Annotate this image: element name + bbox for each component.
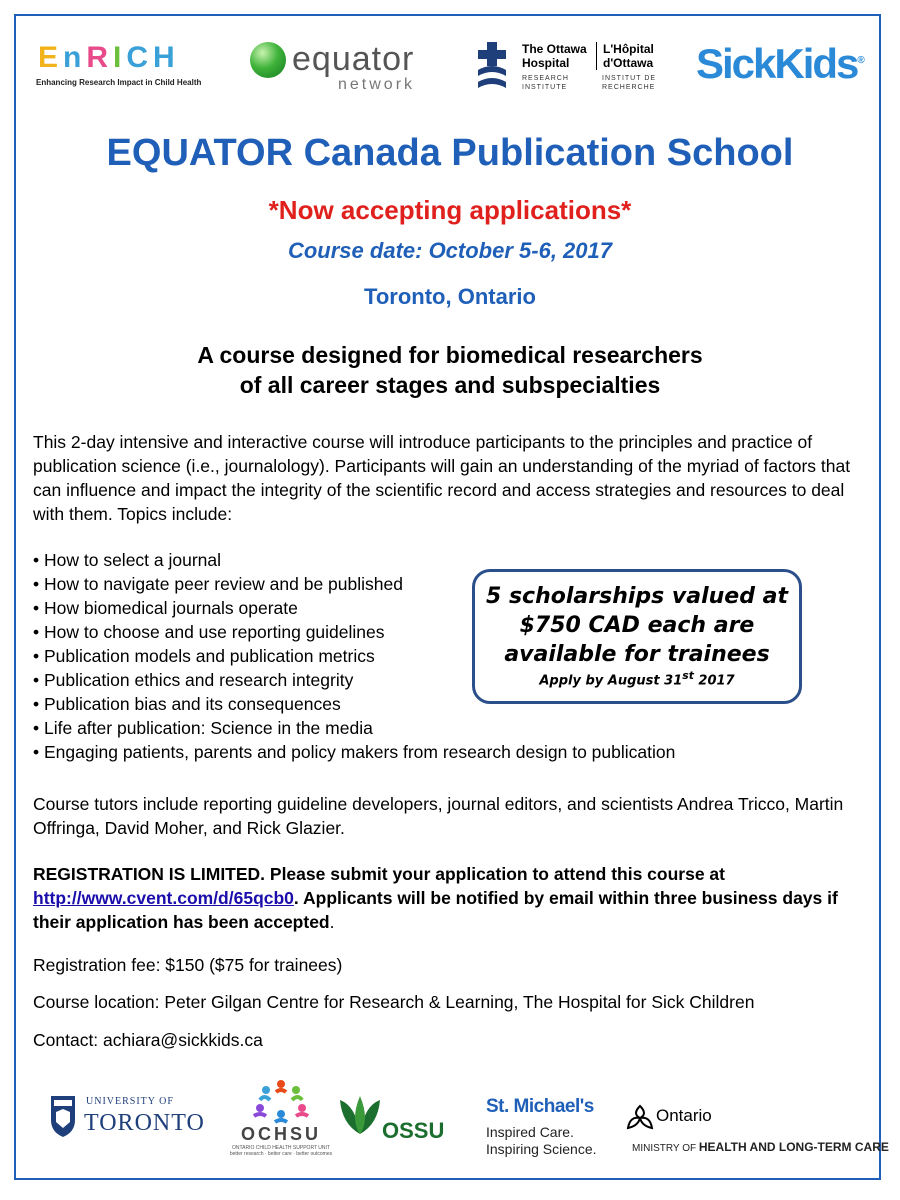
enrich-tagline: Enhancing Research Impact in Child Health: [36, 78, 202, 87]
ontario-trillium-icon: [626, 1104, 654, 1132]
equator-network-logo: [250, 40, 435, 95]
course-location: Course location: Peter Gilgan Centre for Research & Learning, The Hospital for Sick Children: [33, 992, 755, 1012]
registration-paragraph: REGISTRATION IS LIMITED. Please submit your application to attend this course at http://www.cvent.com/d/65qcb0. Applicants will be notified by email within three business days if their application has been accepted.: [33, 864, 838, 932]
ottawa-name-french: L'Hôpital d'Ottawa: [596, 42, 654, 70]
equator-network-label: network: [338, 76, 416, 93]
ochsu-figures-icon: [246, 1078, 316, 1124]
ottawa-name-english: The Ottawa Hospital: [522, 42, 587, 70]
course-subtitle: A course designed for biomedical researchers of all career stages and subspecialties: [197, 342, 703, 398]
enrich-wordmark: E n R I C H: [38, 41, 176, 74]
scholarship-deadline: Apply by August 31st 2017: [539, 669, 735, 689]
list-item: • How biomedical journals operate: [33, 596, 868, 620]
ottawa-institut-recherche: INSTITUT DE RECHERCHE: [602, 75, 657, 91]
course-city: Toronto, Ontario: [364, 284, 536, 309]
uoft-crest-icon: [50, 1092, 76, 1138]
equator-globe-icon: [250, 42, 286, 78]
course-date: Course date: October 5-6, 2017: [287, 238, 612, 263]
sickkids-logo: SickKids®: [696, 40, 863, 87]
contact-email: Contact: achiara@sickkids.ca: [33, 1030, 263, 1050]
page-title: EQUATOR Canada Publication School: [106, 132, 794, 174]
enrich-logo: [36, 42, 206, 94]
tutors-paragraph: Course tutors include reporting guideline developers, journal editors, and scientists Andrea Tricco, Martin Offringa, David Moher, and Rick Glazier.: [33, 794, 844, 838]
list-item: • Publication bias and its consequences: [33, 692, 868, 716]
list-item: • How to select a journal: [33, 548, 868, 572]
ontario-ministry-logo: Ontario MINISTRY OF HEALTH AND LONG-TERM CARE: [626, 1104, 871, 1159]
ottawa-hospital-logo: [474, 40, 664, 98]
trillium-icon: [338, 1094, 382, 1140]
list-item: • How to choose and use reporting guidelines: [33, 620, 868, 644]
accepting-applications-banner: *Now accepting applications*: [268, 195, 632, 225]
ossu-logo: OSSU: [338, 1094, 458, 1149]
list-item: • How to navigate peer review and be published: [33, 572, 868, 596]
ochsu-logo: OCHSU ONTARIO CHILD HEALTH SUPPORT UNIT better research · better care · better outcomes: [226, 1078, 336, 1170]
ottawa-hospital-icon: [474, 42, 510, 92]
intro-paragraph: This 2-day intensive and interactive course will introduce participants to the principles and practice of publication science (i.e., journalology). Participants will gain an understanding of the myriad of factors that can influence and impact the integrity of the scientific record and access strategies and resources to deal with them. Topics include:: [33, 432, 851, 524]
ottawa-research-institute: RESEARCH INSTITUTE: [522, 75, 569, 91]
registration-fee: Registration fee: $150 ($75 for trainees): [33, 955, 343, 975]
registration-link[interactable]: http://www.cvent.com/d/65qcb0: [33, 888, 294, 908]
equator-wordmark: equator: [292, 40, 415, 78]
scholarship-callout: [472, 569, 802, 704]
university-of-toronto-logo: UNIVERSITY OF TORONTO: [50, 1092, 200, 1142]
list-item: • Publication models and publication metrics: [33, 644, 868, 668]
list-item: • Publication ethics and research integrity: [33, 668, 868, 692]
list-item: • Life after publication: Science in the media: [33, 716, 868, 740]
st-michaels-logo: St. Michael's Inspired Care. Inspiring Science.: [486, 1096, 597, 1157]
scholarship-text: 5 scholarships valued at $750 CAD each are available for trainees: [486, 584, 788, 667]
list-item: • Engaging patients, parents and policy makers from research design to publication: [33, 740, 868, 764]
